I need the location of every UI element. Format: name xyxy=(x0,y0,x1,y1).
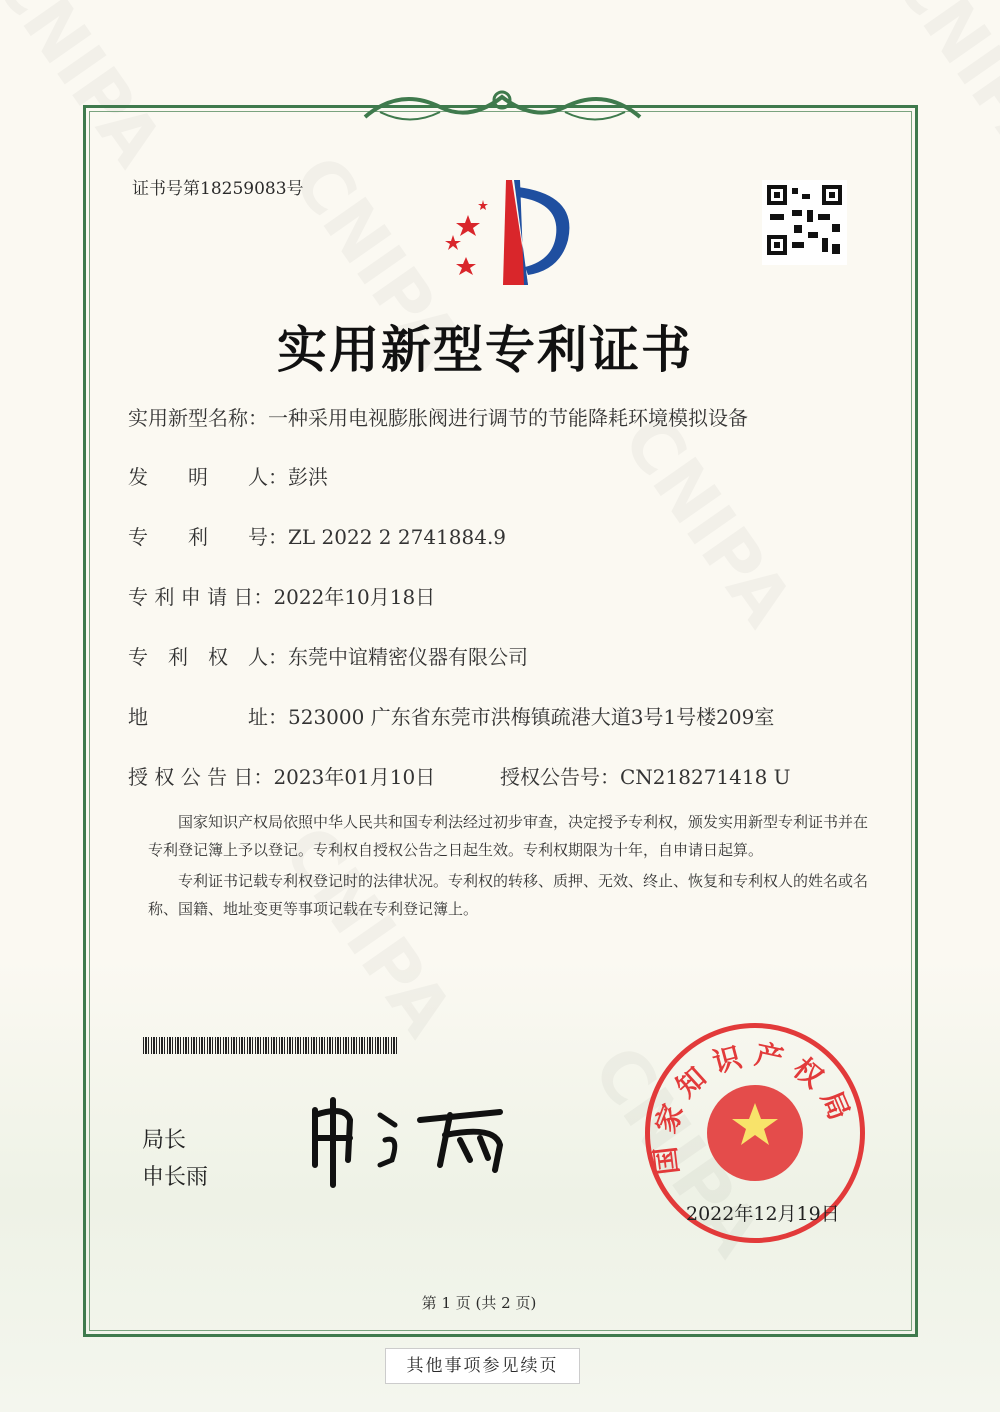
field-grant-date xyxy=(128,761,435,790)
field-value: 东莞中谊精密仪器有限公司 xyxy=(288,645,528,669)
qr-code[interactable] xyxy=(762,180,847,265)
signatory-title: 局长 xyxy=(142,1128,187,1153)
field-value: ZL 2022 2 2741884.9 xyxy=(288,525,507,549)
field-patent-number xyxy=(128,521,506,550)
field-value: 2023年01月10日 xyxy=(273,765,436,789)
signatory-name: 申长雨 xyxy=(142,1165,209,1190)
field-label: 授 权 公 告 日： xyxy=(128,765,274,789)
field-inventor xyxy=(128,461,328,490)
field-address xyxy=(128,701,774,730)
cnipa-logo-icon xyxy=(428,175,578,290)
field-utility-model-name xyxy=(128,402,748,431)
field-value: 彭洪 xyxy=(288,465,328,489)
field-label: 地 址： xyxy=(128,705,288,729)
statement-paragraph: 国家知识产权局依照中华人民共和国专利法经过初步审查，决定授予专利权，颁发实用新型专利证书并在专利登记簿上予以登记。专利权自授权公告之日起生效。专利权期限为十年，自申请日起算。 xyxy=(148,813,869,859)
field-value: 一种采用电视膨胀阀进行调节的节能降耗环境模拟设备 xyxy=(268,406,748,430)
field-value: CN218271418 U xyxy=(620,765,791,789)
field-label: 发 明 人： xyxy=(128,465,288,489)
field-grant-pub-no xyxy=(500,761,791,790)
field-label: 实用新型名称： xyxy=(128,406,268,430)
field-label: 专 利 权 人： xyxy=(128,645,288,669)
certificate-number: 证书号第18259083号 xyxy=(132,179,304,199)
page-title: 实用新型专利证书 xyxy=(277,320,693,379)
field-label: 授权公告号： xyxy=(500,765,620,789)
field-label: 专 利 号： xyxy=(128,525,288,549)
page-number: 第 1 页 (共 2 页) xyxy=(421,1294,537,1312)
ornament-icon xyxy=(360,82,645,130)
continue-note: 其他事项参见续页 xyxy=(385,1348,580,1384)
field-value: 2022年10月18日 xyxy=(273,585,436,609)
field-label: 专 利 申 请 日： xyxy=(128,585,274,609)
barcode xyxy=(143,1037,398,1054)
svg-text:国家知识产权局: 国家知识产权局 xyxy=(647,1037,860,1177)
field-patentee xyxy=(128,641,528,670)
field-filing-date xyxy=(128,581,435,610)
statement-text xyxy=(148,808,874,923)
seal-date: 2022年12月19日 xyxy=(686,1203,840,1225)
statement-paragraph: 专利证书记载专利权登记时的法律状况。专利权的转移、质押、无效、终止、恢复和专利权人的姓名或名称、国籍、地址变更等事项记载在专利登记簿上。 xyxy=(148,872,869,918)
signature xyxy=(300,1090,520,1190)
field-value: 523000 广东省东莞市洪梅镇疏港大道3号1号楼209室 xyxy=(288,705,775,729)
